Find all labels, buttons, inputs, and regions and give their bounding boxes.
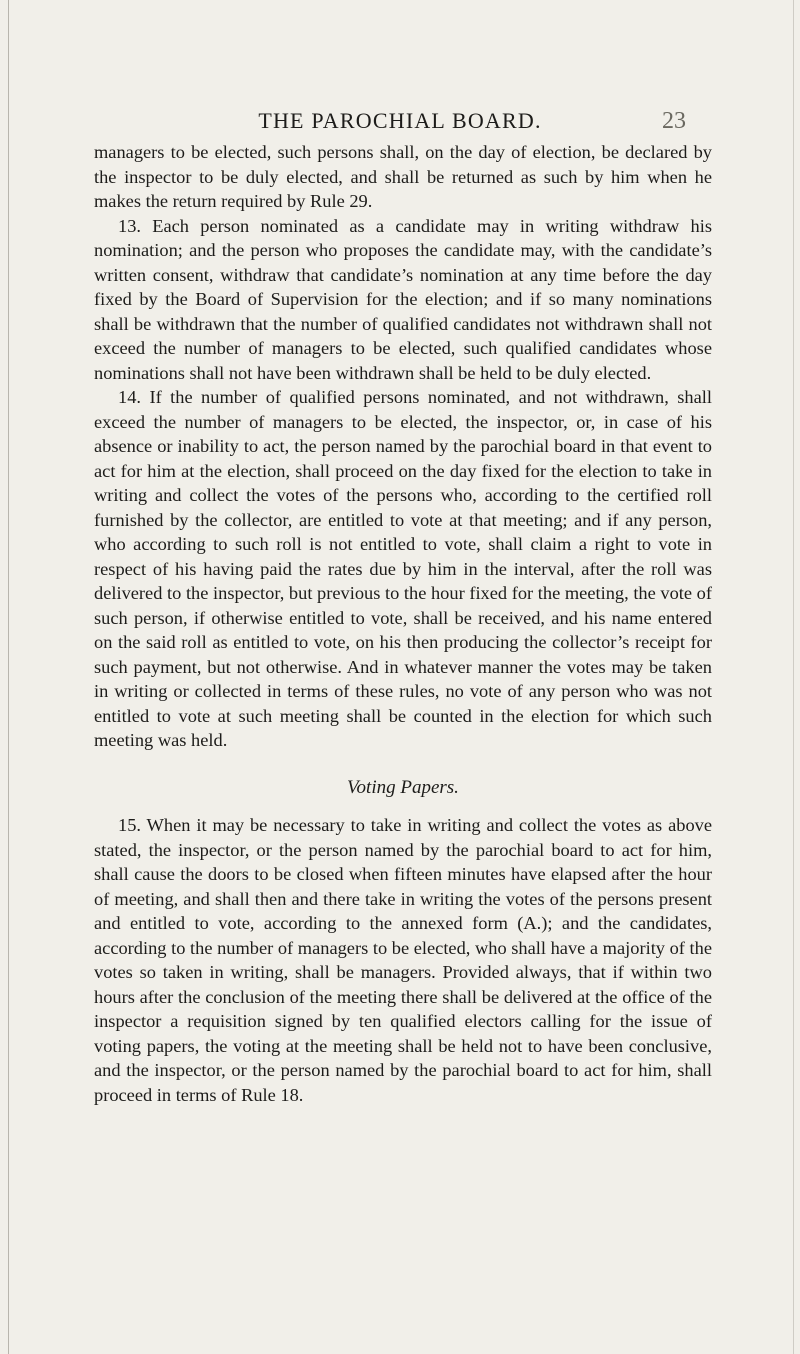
paragraph-intro: managers to be elected, such persons shall, on the day of election, be declared by the inspector to be duly elected, and shall be returned as such by him when he makes the return required by Rule 29. bbox=[94, 142, 712, 211]
page-edge-left bbox=[8, 0, 9, 1354]
running-title: THE PAROCHIAL BOARD. bbox=[258, 108, 542, 133]
body-text bbox=[94, 140, 712, 1107]
paragraph-15: 15. When it may be necessary to take in writing and collect the votes as above stated, the inspector, or the person named by the parochial board to act for him, shall cause the doors to be closed when fifteen minutes have elapsed after the hour of meeting, and shall then and there take in writing the votes of the persons present and entitled to vote, according to the annexed form (A.); and the candidates, according to the number of managers to be elected, who shall have a majority of the votes so taken in writing, shall be managers. Provided always, that if within two hours after the conclusion of the meeting there shall be delivered at the office of the inspector a requisition signed by ten qualified electors calling for the issue of voting papers, the voting at the meeting shall be held not to have been conclusive, and the inspector, or the person named by the parochial board to act for him, shall proceed in terms of Rule 18. bbox=[94, 815, 712, 1105]
page-edge-right bbox=[793, 0, 794, 1354]
paragraph-14: 14. If the number of qualified persons nominated, and not withdrawn, shall exceed the number of managers to be elected, the inspector, or, in case of his absence or inability to act, the person named by the parochial board in that event to act for him at the election, shall proceed on the day fixed for the election to take in writing and collect the votes of the persons who, according to the certified roll furnished by the collector, are entitled to vote at that meeting; and if any person, who according to such roll is not entitled to vote, shall claim a right to vote in respect of his having paid the rates due by him in the interval, after the roll was delivered to the inspector, but previous to the hour fixed for the meeting, the vote of such person, if otherwise entitled to vote, shall be received, and his name entered on the said roll as entitled to vote, on his then producing the collector’s receipt for such payment, but not otherwise. And in whatever manner the votes may be taken in writing or collected in terms of these rules, no vote of any person who was not entitled to vote at such meeting shall be counted in the election for which such meeting was held. bbox=[94, 387, 712, 750]
section-heading-voting-papers: Voting Papers. bbox=[347, 776, 459, 798]
paragraph-13: 13. Each person nominated as a candidate may in writing withdraw his nomination; and the person who proposes the candidate may, with the candidate’s written consent, withdraw that candidate’s nomination at any time before the day fixed by the Board of Supervision for the election; and if so many nominations shall be withdrawn that the number of qualified candidates not withdrawn shall not exceed the number of managers to be elected, such qualified candidates whose nominations shall not have been withdrawn shall be held to be duly elected. bbox=[94, 215, 712, 383]
page-number: 23 bbox=[662, 108, 686, 134]
running-head bbox=[0, 108, 800, 138]
